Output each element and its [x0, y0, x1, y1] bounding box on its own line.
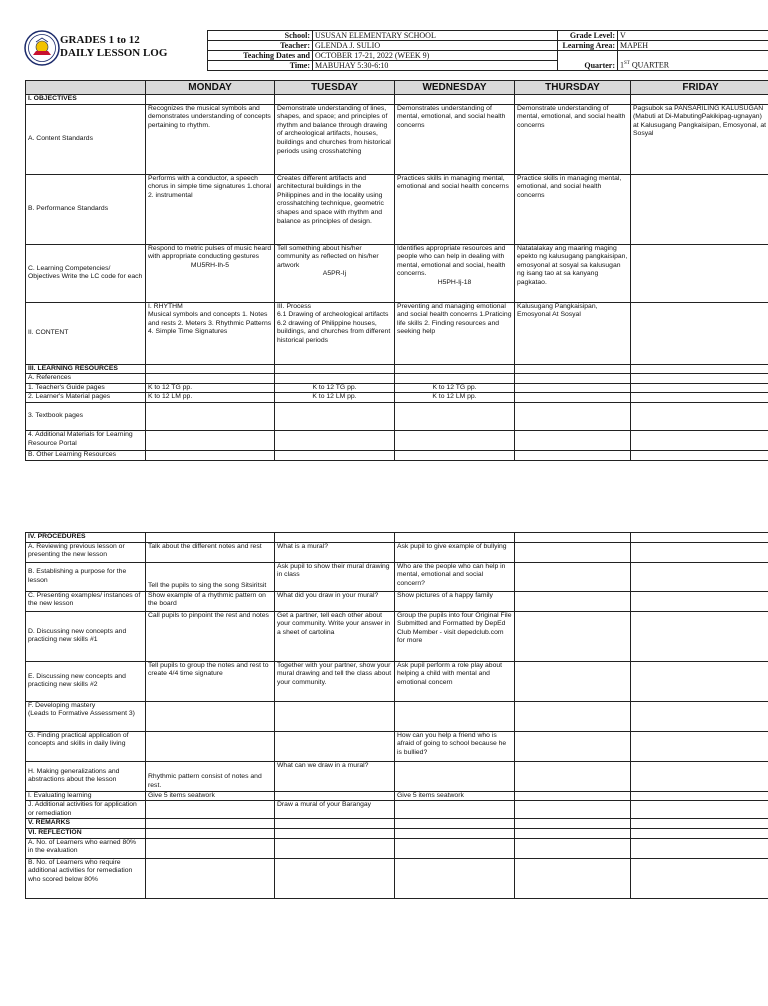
proc-c-monday: Show example of a rhythmic pattern on the board	[146, 591, 275, 611]
competency-code: H5PH-Ij-18	[437, 278, 472, 286]
teacher-value: GLENDA J. SULIO	[313, 41, 558, 51]
tg-wednesday: K to 12 TG pp.	[395, 383, 515, 393]
proc-j-tuesday: Draw a mural of your Barangay	[275, 801, 395, 819]
proc-c-thursday	[515, 591, 631, 611]
proc-label-i: I. Evaluating learning	[26, 791, 146, 801]
proc-b-tuesday: Ask pupil to show their mural drawing in class	[275, 562, 395, 591]
proc-g-thursday	[515, 731, 631, 761]
row-label-teachers-guide: 1. Teacher's Guide pages	[26, 383, 146, 393]
competency-code: A5PR-Ij	[322, 270, 347, 278]
day-header-blank	[26, 81, 146, 95]
proc-f-wednesday	[395, 701, 515, 731]
content-wednesday: Preventing and managing emotional and social health concerns 1.Praticing life skills 2. Finding resources and seeking help	[395, 302, 515, 364]
reflection-label-a: A. No. of Learners who earned 80% in the evaluation	[26, 838, 146, 858]
section-heading-remarks: V. REMARKS	[26, 819, 146, 829]
section-heading-reflection: VI. REFLECTION	[26, 828, 146, 838]
quarter-value	[618, 51, 768, 71]
row-label-learners-material: 2. Learner's Material pages	[26, 393, 146, 403]
proc-h-tuesday: What can we draw in a mural?	[275, 761, 395, 791]
grade-level-value: V	[618, 31, 768, 41]
quarter-number: 1	[620, 61, 624, 70]
teaching-dates-label: Teaching Dates and	[208, 51, 313, 61]
teaching-dates-value: OCTOBER 17-21, 2022 (WEEK 9)	[313, 51, 558, 61]
content-standards-friday: Pagsubok sa PANSARILING KALUSUGAN (Mabuti at Di-MabutingPakikipag-ugnayan) at Kalusugang Pangkaisipan, Emosyonal, at Sosyal	[631, 104, 768, 174]
proc-d-tuesday: Get a partner, tell each other about your community. Write your answer in a sheet of cartolina	[275, 611, 395, 661]
day-header-friday: FRIDAY	[631, 81, 768, 95]
proc-c-friday	[631, 591, 768, 611]
row-label-other-resources: B. Other Learning Resources	[26, 450, 146, 460]
proc-label-e: E. Discussing new concepts and practicing new skills #2	[26, 661, 146, 701]
proc-label-c: C. Presenting examples/ instances of the new lesson	[26, 591, 146, 611]
proc-g-tuesday	[275, 731, 395, 761]
proc-d-thursday	[515, 611, 631, 661]
performance-standards-monday: Performs with a conductor, a speech chorus in simple time signatures 1.choral 2. instrumental	[146, 174, 275, 244]
learning-area-value: MAPEH	[618, 41, 768, 51]
objectives-table	[25, 80, 768, 461]
lm-monday: K to 12 LM pp.	[146, 393, 275, 403]
quarter-text: QUARTER	[629, 61, 670, 70]
row-label-learning-competencies: C. Learning Competencies/ Objectives Write the LC code for each	[26, 244, 146, 302]
competencies-wednesday	[395, 244, 515, 302]
title-line-1: GRADES 1 to 12	[60, 34, 140, 46]
proc-i-friday	[631, 791, 768, 801]
content-standards-wednesday: Demonstrates understanding of mental, emotional, and social health concerns	[395, 104, 515, 174]
proc-g-monday	[146, 731, 275, 761]
proc-j-friday	[631, 801, 768, 819]
competency-text: Respond to metric pulses of music heard with appropriate conducting gestures	[148, 244, 272, 261]
proc-a-thursday	[515, 542, 631, 562]
time-value: MABUHAY 5:30-6:10	[313, 61, 558, 71]
school-value: USUSAN ELEMENTARY SCHOOL	[313, 31, 558, 41]
page-title	[60, 34, 167, 60]
proc-label-f: F. Developing mastery (Leads to Formative Assessment 3)	[26, 701, 146, 731]
day-header-thursday: THURSDAY	[515, 81, 631, 95]
row-label-additional-materials: 4. Additional Materials for Learning Resource Portal	[26, 430, 146, 450]
proc-j-thursday	[515, 801, 631, 819]
tg-thursday	[515, 383, 631, 393]
tg-friday	[631, 383, 768, 393]
proc-i-wednesday: Give 5 items seatwork	[395, 791, 515, 801]
proc-j-monday	[146, 801, 275, 819]
competency-code: MU5RH-Ih-5	[190, 261, 230, 269]
proc-c-tuesday: What did you draw in your mural?	[275, 591, 395, 611]
proc-a-wednesday: Ask pupil to give example of bullying	[395, 542, 515, 562]
proc-h-thursday	[515, 761, 631, 791]
content-standards-thursday: Demonstrate understanding of mental, emotional, and social health concerns	[515, 104, 631, 174]
title-line-2: DAILY LESSON LOG	[60, 47, 168, 59]
quarter-label: Quarter:	[558, 51, 618, 71]
content-standards-tuesday: Demonstrate understanding of lines, shapes, and space; and principles of rhythm and balance through drawing of archeological artifacts, houses, buildings and churches from historical periods using crosshatching	[275, 104, 395, 174]
row-label-references: A. References	[26, 374, 146, 384]
tg-tuesday: K to 12 TG pp.	[275, 383, 395, 393]
proc-i-tuesday	[275, 791, 395, 801]
content-thursday: Kalusugang Pangkaisipan, Emosyonal At Sosyal	[515, 302, 631, 364]
proc-label-j: J. Additional activities for application or remediation	[26, 801, 146, 819]
proc-c-wednesday: Show pictures of a happy family	[395, 591, 515, 611]
proc-d-friday	[631, 611, 768, 661]
competencies-tuesday	[275, 244, 395, 302]
competencies-monday	[146, 244, 275, 302]
reflection-label-b: B. No. of Learners who require additional activities for remediation who scored below 80%	[26, 858, 146, 898]
grade-level-label: Grade Level:	[558, 31, 618, 41]
section-heading-objectives: I. OBJECTIVES	[26, 95, 146, 105]
proc-e-friday	[631, 661, 768, 701]
section-heading-procedures: IV. PROCEDURES	[26, 533, 146, 543]
proc-d-monday: Call pupils to pinpoint the rest and notes	[146, 611, 275, 661]
competencies-friday	[631, 244, 768, 302]
day-header-monday: MONDAY	[146, 81, 275, 95]
lesson-info-table	[207, 30, 768, 71]
lm-friday	[631, 393, 768, 403]
content-friday	[631, 302, 768, 364]
proc-a-friday	[631, 542, 768, 562]
day-header-wednesday: WEDNESDAY	[395, 81, 515, 95]
proc-j-wednesday	[395, 801, 515, 819]
row-label-textbook: 3. Textbook pages	[26, 402, 146, 430]
content-standards-monday: Recognizes the musical symbols and demonstrates understanding of concepts pertaining to rhythm.	[146, 104, 275, 174]
proc-h-wednesday	[395, 761, 515, 791]
proc-b-monday: Tell the pupils to sing the song Sitsiritsit	[146, 562, 275, 591]
proc-f-tuesday	[275, 701, 395, 731]
proc-f-thursday	[515, 701, 631, 731]
row-label-performance-standards: B. Performance Standards	[26, 174, 146, 244]
proc-label-g: G. Finding practical application of concepts and skills in daily living	[26, 731, 146, 761]
tg-monday: K to 12 TG pp.	[146, 383, 275, 393]
performance-standards-friday	[631, 174, 768, 244]
proc-g-friday	[631, 731, 768, 761]
proc-e-wednesday: Ask pupil perform a role play about helping a child with mental and emotional concern	[395, 661, 515, 701]
proc-f-friday	[631, 701, 768, 731]
proc-h-monday: Rhythmic pattern consist of notes and rest.	[146, 761, 275, 791]
proc-f-monday	[146, 701, 275, 731]
proc-label-d: D. Discussing new concepts and practicing new skills #1	[26, 611, 146, 661]
deped-seal-icon	[24, 30, 60, 66]
proc-label-h: H. Making generalizations and abstractions about the lesson	[26, 761, 146, 791]
section-heading-learning-resources: III. LEARNING RESOURCES	[26, 364, 146, 374]
content-tuesday: III. Process 6.1 Drawing of archeological artifacts 6.2 drawing of Philippine houses, buildings, and churches from different historical periods	[275, 302, 395, 364]
competencies-thursday: Natatalakay ang maaring maging epekto ng kalusugang pangkaisipan, emosyonal at sosyal sa kalusugan ng isang tao at sa kanyang pagkatao.	[515, 244, 631, 302]
lm-thursday	[515, 393, 631, 403]
performance-standards-tuesday: Creates different artifacts and architectural buildings in the Philippines and in the locality using crosshatching technique, geometric shapes and space with rhythm and balance as principles of design.	[275, 174, 395, 244]
day-header-tuesday: TUESDAY	[275, 81, 395, 95]
school-label: School:	[208, 31, 313, 41]
proc-g-wednesday: How can you help a friend who is afraid of going to school because he is bullied?	[395, 731, 515, 761]
proc-e-thursday	[515, 661, 631, 701]
learning-area-label: Learning Area:	[558, 41, 618, 51]
proc-b-thursday	[515, 562, 631, 591]
quarter-suffix: ST	[624, 61, 630, 67]
lm-tuesday: K to 12 LM pp.	[275, 393, 395, 403]
performance-standards-thursday: Practice skills in managing mental, emotional, and social health concerns	[515, 174, 631, 244]
teacher-label: Teacher:	[208, 41, 313, 51]
proc-i-monday: Give 5 items seatwork	[146, 791, 275, 801]
proc-label-a: A. Reviewing previous lesson or presenting the new lesson	[26, 542, 146, 562]
performance-standards-wednesday: Practices skills in managing mental, emotional and social health concerns	[395, 174, 515, 244]
proc-e-monday: Tell pupils to group the notes and rest to create 4/4 time signature	[146, 661, 275, 701]
proc-i-thursday	[515, 791, 631, 801]
competency-text: Identifies appropriate resources and people who can help in dealing with mental, emotional and social, health concerns.	[397, 244, 506, 278]
proc-h-friday	[631, 761, 768, 791]
row-label-content-standards: A. Content Standards	[26, 104, 146, 174]
row-label-content: II. CONTENT	[26, 302, 146, 364]
proc-label-b: B. Establishing a purpose for the lesson	[26, 562, 146, 591]
proc-a-monday: Talk about the different notes and rest	[146, 542, 275, 562]
proc-a-tuesday: What is a mural?	[275, 542, 395, 562]
proc-e-tuesday: Together with your partner, show your mural drawing and tell the class about your community.	[275, 661, 395, 701]
time-label: Time:	[208, 61, 313, 71]
proc-b-friday	[631, 562, 768, 591]
lm-wednesday: K to 12 LM pp.	[395, 393, 515, 403]
content-monday: I. RHYTHM Musical symbols and concepts 1. Notes and rests 2. Meters 3. Rhythmic Patterns 4. Simple Time Signatures	[146, 302, 275, 364]
proc-b-wednesday: Who are the people who can help in mental, emotional and social concern?	[395, 562, 515, 591]
proc-d-wednesday: Group the pupils into four Original File Submitted and Formatted by DepEd Club Member - visit depedclub.com for more	[395, 611, 515, 661]
competency-text: Tell something about his/her community as reflected on his/her artwork	[277, 244, 379, 269]
procedures-table	[25, 532, 768, 899]
